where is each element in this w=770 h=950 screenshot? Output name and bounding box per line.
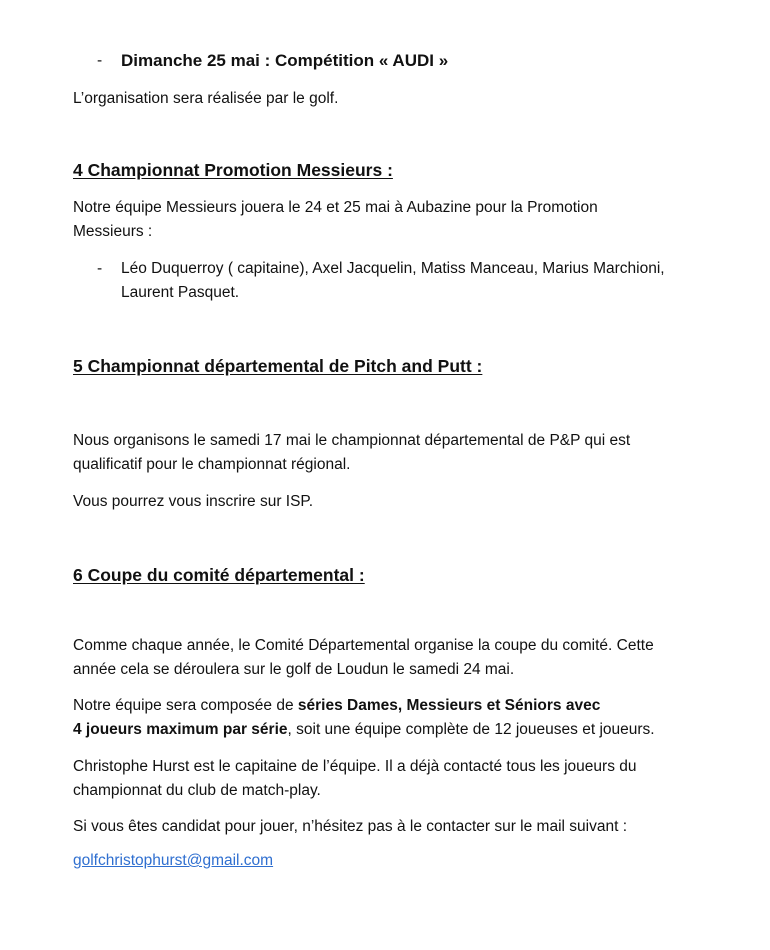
sunday-competition-item xyxy=(73,49,448,73)
section4-heading: 4 Championnat Promotion Messieurs : xyxy=(73,160,393,180)
section6-p2-line2 xyxy=(73,718,655,742)
section4-players-item xyxy=(73,257,665,305)
section6-p4: Si vous êtes candidat pour jouer, n’hésitez pas à le contacter sur le mail suivant : xyxy=(73,818,627,835)
organisation-text: L’organisation sera réalisée par le golf. xyxy=(73,90,339,107)
bullet-dash: - xyxy=(97,260,103,277)
players-line2: Laurent Pasquet. xyxy=(121,284,240,301)
section4-paragraph-line1: Notre équipe Messieurs jouera le 24 et 25 mai à Aubazine pour la Promotion xyxy=(73,199,598,216)
section6-heading: 6 Coupe du comité départemental : xyxy=(73,565,365,585)
section5-paragraph-line1: Nous organisons le samedi 17 mai le championnat départemental de P&P qui est xyxy=(73,432,631,449)
section6-p1-line2: année cela se déroulera sur le golf de Loudun le samedi 24 mai. xyxy=(73,661,515,678)
sunday-competition-text: Dimanche 25 mai : Compétition « AUDI » xyxy=(121,51,449,70)
section6-p1-line1: Comme chaque année, le Comité Départemental organise la coupe du comité. Cette xyxy=(73,637,654,654)
section6-p3-line2: championnat du club de match-play. xyxy=(73,782,321,799)
section5-heading: 5 Championnat départemental de Pitch and Putt : xyxy=(73,356,483,376)
email-container xyxy=(73,849,273,873)
section6-p2-line1-bold: séries Dames, Messieurs et Séniors avec xyxy=(297,697,601,714)
section5-paragraph-line2: qualificatif pour le championnat régional. xyxy=(73,456,351,473)
section4-paragraph-line2: Messieurs : xyxy=(73,223,153,240)
bullet-dash: - xyxy=(97,52,103,69)
section6-p2-line2-bold: 4 joueurs maximum par série xyxy=(73,721,288,738)
section6-p3-line1: Christophe Hurst est le capitaine de l’équipe. Il a déjà contacté tous les joueurs du xyxy=(73,758,637,775)
email-link[interactable]: golfchristophurst@gmail.com xyxy=(73,852,274,869)
players-line1: Léo Duquerroy ( capitaine), Axel Jacquelin, Matiss Manceau, Marius Marchioni, xyxy=(121,260,665,277)
section5-paragraph2: Vous pourrez vous inscrire sur ISP. xyxy=(73,493,314,510)
section6-p2-line2-normal: , soit une équipe complète de 12 joueuses et joueurs. xyxy=(287,721,655,738)
section6-p2-line1-normal: Notre équipe sera composée de xyxy=(73,697,298,714)
section6-p2-line1 xyxy=(73,694,600,718)
